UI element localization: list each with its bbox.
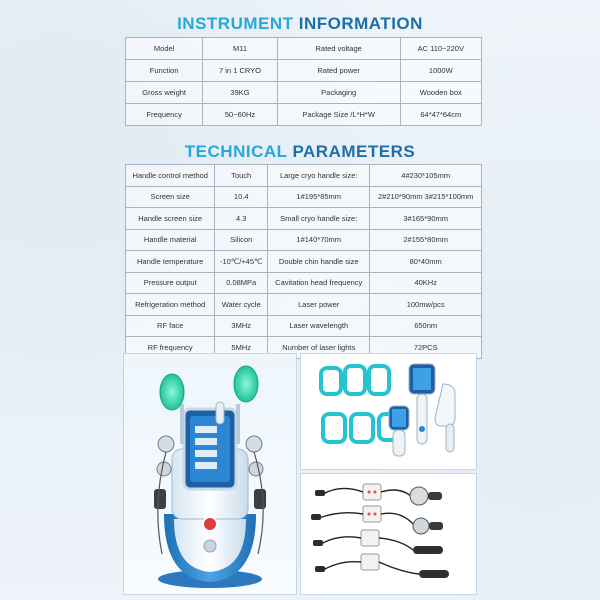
title-part-2: INFORMATION <box>298 14 423 33</box>
accessories-photo <box>300 473 477 595</box>
spec-label-cell: Refrigeration method <box>126 294 215 316</box>
spec-value-cell: 7 in 1 CRYO <box>203 60 277 82</box>
spec-label-cell: Package Size /L*H*W <box>277 104 400 126</box>
spec-label-cell: Rated voltage <box>277 38 400 60</box>
spec-value-cell: 3#165*90mm <box>370 208 482 230</box>
spec-value-cell: 4.3 <box>215 208 268 230</box>
spec-label-cell: Double chin handle size <box>268 251 370 273</box>
spec-label-cell: Pressure output <box>126 272 215 294</box>
title-part-1: INSTRUMENT <box>177 14 294 33</box>
spec-label-cell: RF face <box>126 315 215 337</box>
table-row <box>126 294 482 316</box>
spec-value-cell: 2#210*90mm 3#215*100mm <box>370 186 482 208</box>
spec-value-cell: 0.08MPa <box>215 272 268 294</box>
spec-label-cell: Screen size <box>126 186 215 208</box>
technical-parameters-table <box>125 164 482 359</box>
spec-value-cell: Silicon <box>215 229 268 251</box>
spec-value-cell: Touch <box>215 165 268 187</box>
spec-value-cell: 64*47*64cm <box>400 104 481 126</box>
spec-value-cell: -10℃/+45℃ <box>215 251 268 273</box>
cryo-machine-illustration <box>124 354 296 594</box>
spec-value-cell: 3MHz <box>215 315 268 337</box>
spec-value-cell: 5MHz <box>215 337 268 359</box>
cryo-pads-photo <box>300 353 477 470</box>
spec-value-cell: 40KHz <box>370 272 482 294</box>
spec-value-cell: AC 110~220V <box>400 38 481 60</box>
title-part-2: PARAMETERS <box>292 142 416 161</box>
spec-label-cell: Packaging <box>277 82 400 104</box>
table-row <box>126 229 482 251</box>
spec-label-cell: Rated power <box>277 60 400 82</box>
spec-label-cell: Handle temperature <box>126 251 215 273</box>
spec-label-cell: 1#140*70mm <box>268 229 370 251</box>
spec-value-cell: 2#155*80mm <box>370 229 482 251</box>
spec-value-cell: 650nm <box>370 315 482 337</box>
spec-label-cell: Handle control method <box>126 165 215 187</box>
spec-label-cell: Large cryo handle size: <box>268 165 370 187</box>
spec-label-cell: Laser power <box>268 294 370 316</box>
accessories-illustration <box>301 474 476 594</box>
spec-label-cell: Handle material <box>126 229 215 251</box>
spec-value-cell: M11 <box>203 38 277 60</box>
spec-value-cell: 4#230*105mm <box>370 165 482 187</box>
spec-value-cell: Wooden box <box>400 82 481 104</box>
spec-label-cell: RF frequency <box>126 337 215 359</box>
table-row <box>126 272 482 294</box>
spec-value-cell: 72PCS <box>370 337 482 359</box>
technical-parameters-title <box>0 142 600 162</box>
table-row <box>126 208 482 230</box>
table-row <box>126 104 482 126</box>
spec-label-cell: Function <box>126 60 203 82</box>
spec-value-cell: 50~60Hz <box>203 104 277 126</box>
spec-label-cell: Gross weight <box>126 82 203 104</box>
spec-label-cell: Frequency <box>126 104 203 126</box>
cryo-pads-illustration <box>301 354 476 469</box>
spec-value-cell: 1000W <box>400 60 481 82</box>
spec-value-cell: 100mw/pcs <box>370 294 482 316</box>
spec-label-cell: Model <box>126 38 203 60</box>
machine-photo <box>123 353 297 595</box>
spec-value-cell: Water cycle <box>215 294 268 316</box>
spec-label-cell: 1#195*85mm <box>268 186 370 208</box>
table-row <box>126 251 482 273</box>
spec-label-cell: Cavitation head frequency <box>268 272 370 294</box>
spec-value-cell: 39KG <box>203 82 277 104</box>
spec-label-cell: Number of laser lights <box>268 337 370 359</box>
table-row <box>126 60 482 82</box>
spec-value-cell: 10.4 <box>215 186 268 208</box>
table-row <box>126 82 482 104</box>
table-row <box>126 315 482 337</box>
spec-value-cell: 80*40mm <box>370 251 482 273</box>
table-row <box>126 165 482 187</box>
table-row <box>126 38 482 60</box>
title-part-1: TECHNICAL <box>184 142 288 161</box>
spec-label-cell: Small cryo handle size: <box>268 208 370 230</box>
spec-label-cell: Handle screen size <box>126 208 215 230</box>
table-row <box>126 186 482 208</box>
spec-label-cell: Laser wavelength <box>268 315 370 337</box>
instrument-information-title <box>0 14 600 34</box>
instrument-information-table <box>125 37 482 126</box>
